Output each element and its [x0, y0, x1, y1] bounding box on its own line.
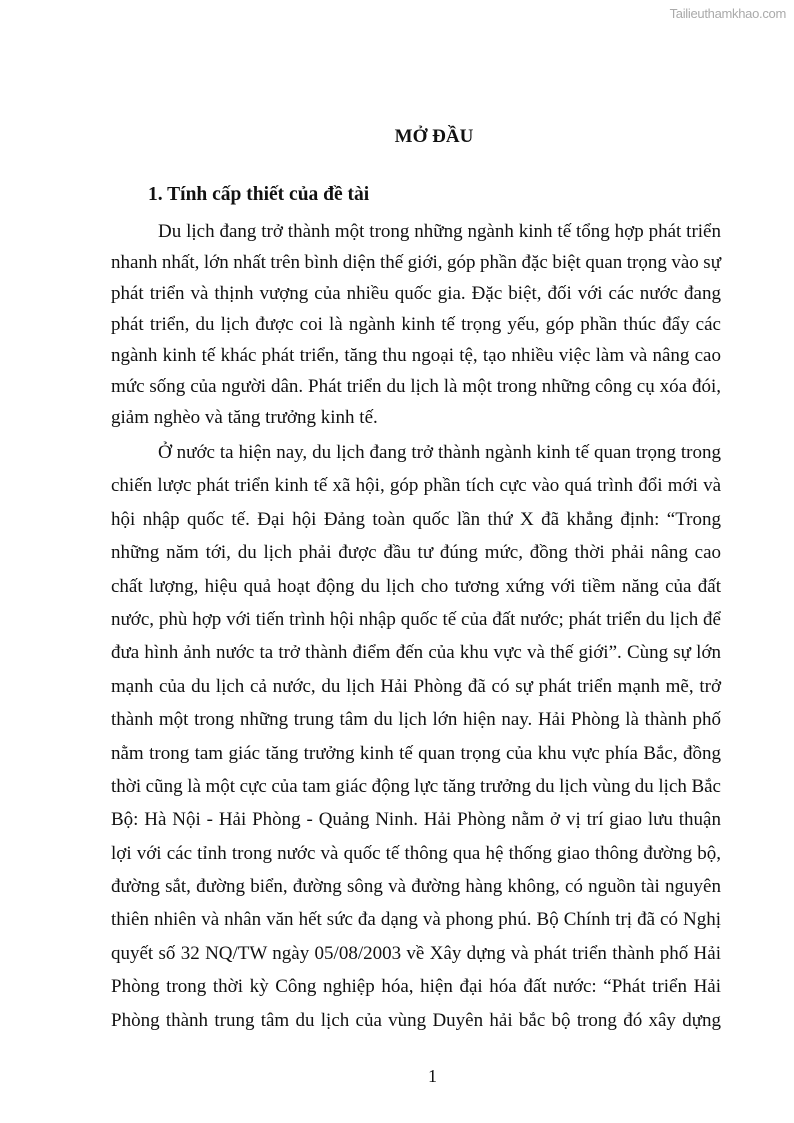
text-line: Ở nước ta hiện nay, du lịch đang trở thành ngành kinh tế quan trọng trong	[158, 442, 721, 463]
paragraph-1	[111, 216, 721, 433]
text-line: thành một trong những trung tâm du lịch lớn hiện nay. Hải Phòng là thành phố	[111, 709, 721, 731]
text-line: nước, phù hợp với tiến trình hội nhập quốc tế của đất nước; phát triển du lịch để	[111, 608, 721, 630]
text-line: thời cũng là một cực của tam giác động lực tăng trưởng du lịch vùng du lịch Bắc	[111, 775, 721, 797]
text-line: phát triển và thịnh vượng của nhiều quốc gia. Đặc biệt, đối với các nước đang	[111, 283, 721, 304]
text-line: đường sắt, đường biển, đường sông và đường hàng không, có nguồn tài nguyên	[111, 876, 721, 898]
text-line: nằm trong tam giác tăng trưởng kinh tế quan trọng của khu vực phía Bắc, đồng	[111, 742, 721, 764]
text-line: Bộ: Hà Nội - Hải Phòng - Quảng Ninh. Hải Phòng nằm ở vị trí giao lưu thuận	[111, 809, 721, 831]
watermark: Tailieuthamkhao.com	[669, 6, 786, 21]
text-line: nhanh nhất, lớn nhất trên bình diện thế giới, góp phần đặc biệt quan trọng vào sự	[111, 252, 721, 273]
page-title: MỞ ĐẦU	[394, 126, 474, 147]
text-line: mạnh của du lịch cả nước, du lịch Hải Phòng đã có sự phát triển mạnh mẽ, trở	[111, 675, 721, 697]
text-line: giảm nghèo và tăng trưởng kinh tế.	[111, 407, 378, 428]
text-line: Phòng thành trung tâm du lịch của vùng Duyên hải bắc bộ trong đó xây dựng	[111, 1009, 721, 1031]
text-line: lợi với các tỉnh trong nước và quốc tế thông qua hệ thống giao thông đường bộ,	[111, 842, 721, 864]
text-line: mức sống của người dân. Phát triển du lịch là một trong những công cụ xóa đói,	[111, 376, 721, 397]
text-line: Du lịch đang trở thành một trong những ngành kinh tế tổng hợp phát triển	[158, 221, 721, 242]
paragraph-2	[111, 436, 721, 1037]
text-line: phát triển, du lịch được coi là ngành kinh tế trọng yếu, góp phần thúc đẩy các	[111, 314, 721, 335]
text-line: Phòng trong thời kỳ Công nghiệp hóa, hiện đại hóa đất nước: “Phát triển Hải	[111, 976, 721, 998]
text-line: hội nhập quốc tế. Đại hội Đảng toàn quốc lần thứ X đã khẳng định: “Trong	[111, 508, 721, 530]
text-line: thiên nhiên và nhân văn hết sức đa dạng và phong phú. Bộ Chính trị đã có Nghị	[111, 909, 721, 931]
text-line: đưa hình ảnh nước ta trở thành điểm đến của khu vực và thế giới”. Cùng sự lớn	[111, 642, 721, 664]
text-line: ngành kinh tế khác phát triển, tăng thu ngoại tệ, tạo nhiều việc làm và nâng cao	[111, 345, 721, 366]
page-number: 1	[428, 1066, 437, 1086]
body-text	[111, 216, 721, 1037]
text-line: chất lượng, hiệu quả hoạt động du lịch cho tương xứng với tiềm năng của đất	[111, 575, 721, 597]
text-line: quyết số 32 NQ/TW ngày 05/08/2003 về Xây dựng và phát triển thành phố Hải	[111, 942, 721, 964]
section-heading: 1. Tính cấp thiết của đề tài	[148, 184, 370, 205]
text-line: chiến lược phát triển kinh tế xã hội, góp phần tích cực vào quá trình đổi mới và	[111, 475, 721, 497]
text-line: những năm tới, du lịch phải được đầu tư đúng mức, đồng thời phải nâng cao	[111, 542, 721, 564]
